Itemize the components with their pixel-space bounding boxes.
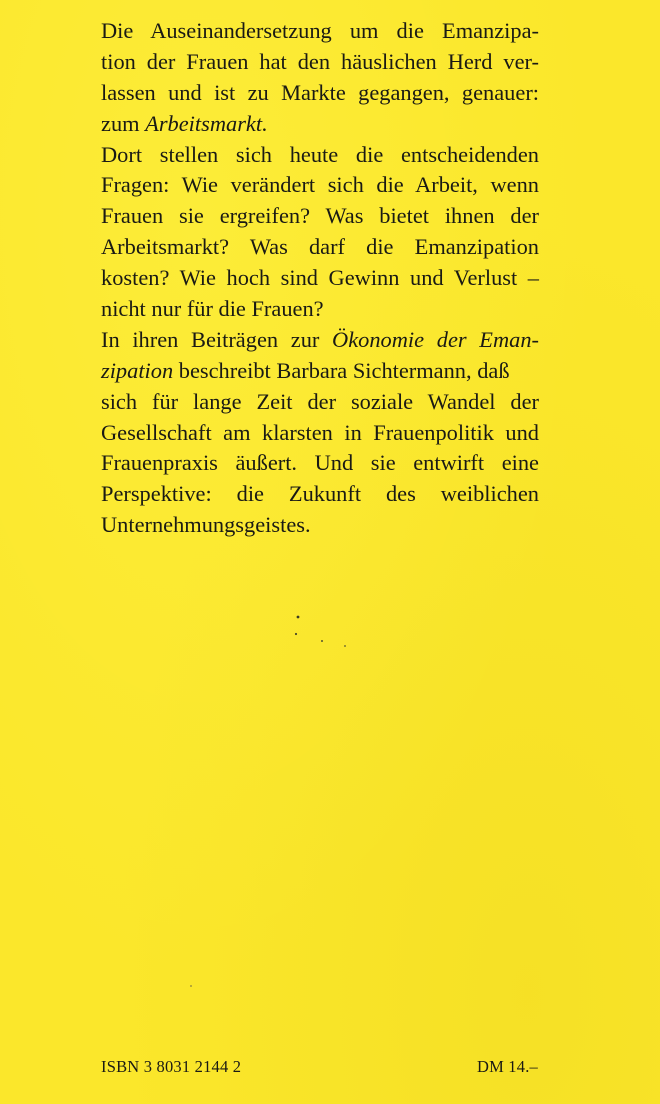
blurb-line-1: Die Auseinandersetzung um die Emanzipa- [101, 18, 539, 43]
blurb-line-14: Gesellschaft am klarsten in Frauenpolitik und [101, 419, 539, 445]
blurb-line-9: kosten? Wie hoch sind Gewinn und Verlust – [101, 265, 539, 291]
isbn-number: ISBN 3 8031 2144 2 [101, 1057, 242, 1076]
blurb-line-7: Frauen sie ergreifen? Was bietet ihnen der [101, 203, 539, 229]
price-label: DM 14.– [477, 1057, 538, 1076]
blurb-line-4: zum Arbeitsmarkt. [101, 110, 268, 136]
blurb-line-6: Fragen: Wie verändert sich die Arbeit, wenn [101, 172, 539, 198]
speck-3 [321, 640, 323, 642]
speck-2 [295, 633, 297, 635]
blurb-line-15: Frauenpraxis äußert. Und sie entwirft eine [101, 450, 539, 476]
speck-1 [297, 616, 300, 619]
book-title-italic-part-2: zipation [101, 357, 174, 383]
book-title-italic-part-1: Ökonomie der Eman- [332, 326, 539, 352]
arbeitsmarkt-italic: Arbeitsmarkt. [145, 110, 268, 136]
blurb-line-10: nicht nur für die Frauen? [101, 296, 324, 322]
blurb-line-11: In ihren Beiträgen zur Ökonomie der Eman- [101, 326, 539, 352]
blurb-line-17: Unternehmungsgeistes. [101, 512, 311, 538]
blurb-line-2: tion der Frauen hat den häuslichen Herd ver- [101, 48, 539, 74]
blurb-line-13: sich für lange Zeit der soziale Wandel der [101, 388, 539, 414]
speck-4 [344, 645, 346, 647]
speck-5 [190, 985, 192, 987]
blurb-line-16: Perspektive: die Zukunft des weiblichen [101, 481, 539, 507]
blurb-line-5: Dort stellen sich heute die entscheidenden [101, 141, 539, 167]
blurb-line-3: lassen und ist zu Markte gegangen, genauer: [101, 79, 539, 105]
blurb-line-12: zipation beschreibt Barbara Sichtermann, daß [101, 357, 510, 383]
blurb-line-8: Arbeitsmarkt? Was darf die Emanzipation [101, 234, 539, 260]
